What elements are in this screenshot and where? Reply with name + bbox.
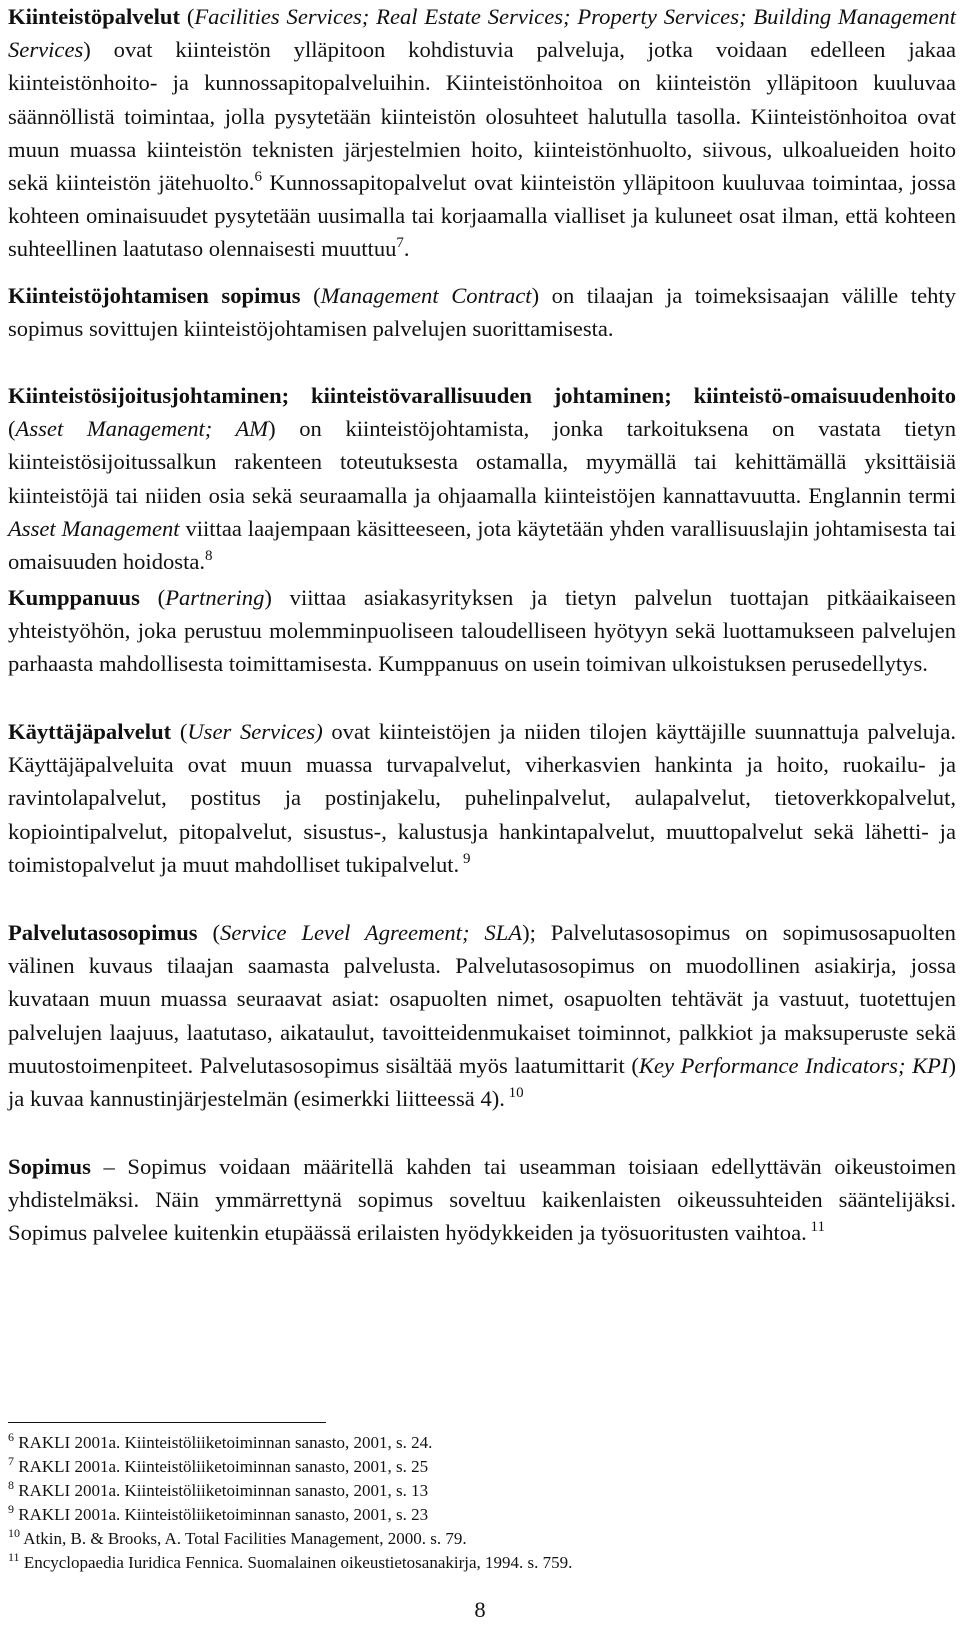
entry-english-term: User Services) xyxy=(187,719,323,744)
entry-text: ( xyxy=(171,719,188,744)
footnote-text: RAKLI 2001a. Kiinteistöliiketoiminnan sanasto, 2001, s. 24. xyxy=(14,1433,433,1452)
entry-text: ( xyxy=(8,416,16,442)
entry-text: ); Palvelutasosopimus on sopimusosapuolten välinen kuvaus tilaajan saamasta palvelusta. Palvelutasosopimus on muodollinen asiakirja, jossa kuvataan muun muassa seuraavat asiat: osapuolten nimet, osapuolten tehtävät ja vastuut, tuotettujen palvelujen laajuus, laatutaso, aikataulut, tavoitteidenmukaiset toiminnot, palkkiot ja maksuperuste sekä muutostoimenpiteet. Palvelutasosopimus sisältää myös laatumittarit ( xyxy=(8,920,956,1078)
entry-term: Palvelutasosopimus xyxy=(8,920,198,945)
entry-text: ( xyxy=(139,585,166,610)
entry-kiinteistopalvelut xyxy=(8,0,956,266)
entry-term: Sopimus xyxy=(8,1154,91,1179)
entry-term: Kiinteistösijoitusjohtaminen; kiinteistövarallisuuden johtaminen; kiinteistö-omaisuudenhoito xyxy=(8,383,956,408)
footnote-reference: 9 xyxy=(459,850,471,867)
footnote-reference: 7 xyxy=(396,235,404,252)
footnote-reference: 6 xyxy=(254,169,262,186)
entry-english-term: Partnering xyxy=(165,585,265,610)
entry-text: ( xyxy=(197,920,221,945)
entry-term: Käyttäjäpalvelut xyxy=(8,719,172,744)
entry-text: ) ja kuvaa kannustinjärjestelmän (esimerkki liitteessä 4). xyxy=(8,1052,956,1112)
entry-text: ( xyxy=(179,4,195,29)
footnote-number: 9 xyxy=(8,1502,14,1516)
entry-text: Kunnossapitopalvelut ovat kiinteistön ylläpitoon kuuluvaa toimintaa, jossa kohteen ominaisuudet pysytetään uusimalla tai korjaamalla vialliset ja kuluneet osat ilman, että kohteen suhteellinen laatutaso olennaisesti muuttuu xyxy=(8,170,956,262)
footnote-text: RAKLI 2001a. Kiinteistöliiketoiminnan sanasto, 2001, s. 25 xyxy=(14,1457,429,1476)
entry-term: Kiinteistöjohtamisen sopimus xyxy=(8,283,301,308)
entry-term: Kumppanuus xyxy=(8,585,140,610)
entry-text: ( xyxy=(300,283,321,308)
entry-text: . xyxy=(403,236,410,262)
footnote-number: 10 xyxy=(8,1526,20,1540)
footnote-number: 8 xyxy=(8,1478,14,1492)
entry-kiinteistosijoitusjohtaminen xyxy=(8,379,956,578)
footnote xyxy=(8,1479,948,1503)
entry-text: – Sopimus voidaan määritellä kahden tai useamman toisiaan edellyttävän oikeustoimen yhdistelmäksi. Näin ymmärrettynä sopimus soveltuu kaikenlaisten oikeussuhteiden sääntelijäksi. Sopimus palvelee kuitenkin etupäässä erilaisten hyödykkeiden ja työsuoritusten vaihtoa. xyxy=(8,1154,956,1246)
footnote-number: 7 xyxy=(8,1454,14,1468)
footnote xyxy=(8,1503,948,1527)
footnote-text: Encyclopaedia Iuridica Fennica. Suomalainen oikeustietosanakirja, 1994. s. 759. xyxy=(19,1553,573,1572)
entry-text: ) on tilaajan ja toimeksisaajan välille tehty sopimus sovittujen kiinteistöjohtamisen palvelujen suorittamisesta. xyxy=(8,283,956,342)
entry-text: ) on kiinteistöjohtamista, jonka tarkoituksena on vastata tietyn kiinteistösijoitussalkun rakenteen toteutuksesta ostamalla, myymällä tai kehittämällä yksittäisiä kiinteistöjä tai niiden osia sekä seuraamalla ja ohjaamalla kiinteistöjen kannattavuutta. Englannin termi xyxy=(8,416,957,508)
entry-english-term: Asset Management; AM xyxy=(15,416,269,442)
footnote-divider xyxy=(8,1422,326,1423)
footnote xyxy=(8,1527,948,1551)
entry-kiinteistojohtamisen-sopimus xyxy=(8,279,956,345)
entry-english-term: Management Contract xyxy=(320,283,532,308)
footnote-text: RAKLI 2001a. Kiinteistöliiketoiminnan sanasto, 2001, s. 13 xyxy=(14,1481,429,1500)
entry-english-term: Facilities Services; Real Estate Services; Property Services; Building Management Services xyxy=(8,4,956,63)
entry-english-term: Asset Management xyxy=(8,515,180,541)
footnote-reference: 11 xyxy=(806,1219,825,1236)
entry-text: viittaa laajempaan käsitteeseen, jota käytetään yhden varallisuuslajin johtamisesta tai omaisuuden hoidosta. xyxy=(8,515,956,575)
entry-text: ) ovat kiinteistön ylläpitoon kohdistuvia palveluja, jotka voidaan edelleen jakaa kiinteistönhoito- ja kunnossapitopalveluihin. Kiinteistönhoitoa on kiinteistön ylläpitoon kuuluvaa säännöllistä toimintaa, jolla pysytetään kiinteistön olosuhteet halutulla tasolla. Kiinteistönhoitoa ovat muun muassa kiinteistön teknisten järjestelmien hoito, kiinteistönhuolto, siivous, ulkoalueiden hoito sekä kiinteistön jätehuolto. xyxy=(8,37,956,196)
entry-sopimus xyxy=(8,1150,956,1250)
entry-kumppanuus xyxy=(8,581,956,681)
footnote-text: Atkin, B. & Brooks, A. Total Facilities Management, 2000. s. 79. xyxy=(20,1529,467,1548)
footnote-reference: 10 xyxy=(504,1085,524,1102)
entry-text: ) viittaa asiakasyrityksen ja tietyn palvelun tuottajan pitkäaikaiseen yhteistyöhön, joka perustuu molemminpuoliseen taloudelliseen hyötyyn sekä luottamukseen palvelujen parhaasta mahdollisesta toimittamisesta. Kumppanuus on usein toimivan ulkoistuksen perusedellytys. xyxy=(8,585,956,677)
entry-palvelutasosopimus xyxy=(8,916,956,1115)
footnote-reference: 8 xyxy=(205,548,213,565)
footnote-number: 11 xyxy=(8,1550,20,1564)
footnote xyxy=(8,1551,948,1575)
footnote xyxy=(8,1455,948,1479)
page-number: 8 xyxy=(474,1597,486,1622)
entry-term: Kiinteistöpalvelut xyxy=(8,4,180,29)
footnote xyxy=(8,1431,948,1455)
entry-text: ovat kiinteistöjen ja niiden tilojen käyttäjille suunnattuja palveluja. Käyttäjäpalveluita ovat muun muassa turvapalvelut, viherkasvien hankinta ja hoito, ruokailu- ja ravintolapalvelut, postitus ja postinjakelu, puhelinpalvelut, aulapalvelut, tietoverkkopalvelut, kopiointipalvelut, pitopalvelut, sisustus-, kalustusja hankintapalvelut, muuttopalvelut sekä lähetti- ja toimistopalvelut ja muut mahdolliset tukipalvelut. xyxy=(8,719,956,877)
footnote-number: 6 xyxy=(8,1430,14,1444)
footnote-text: RAKLI 2001a. Kiinteistöliiketoiminnan sanasto, 2001, s. 23 xyxy=(14,1505,429,1524)
entry-english-term: Key Performance Indicators; KPI xyxy=(638,1052,949,1078)
entry-kayttajapalvelut xyxy=(8,715,956,881)
entry-english-term: Service Level Agreement; SLA xyxy=(220,920,523,945)
